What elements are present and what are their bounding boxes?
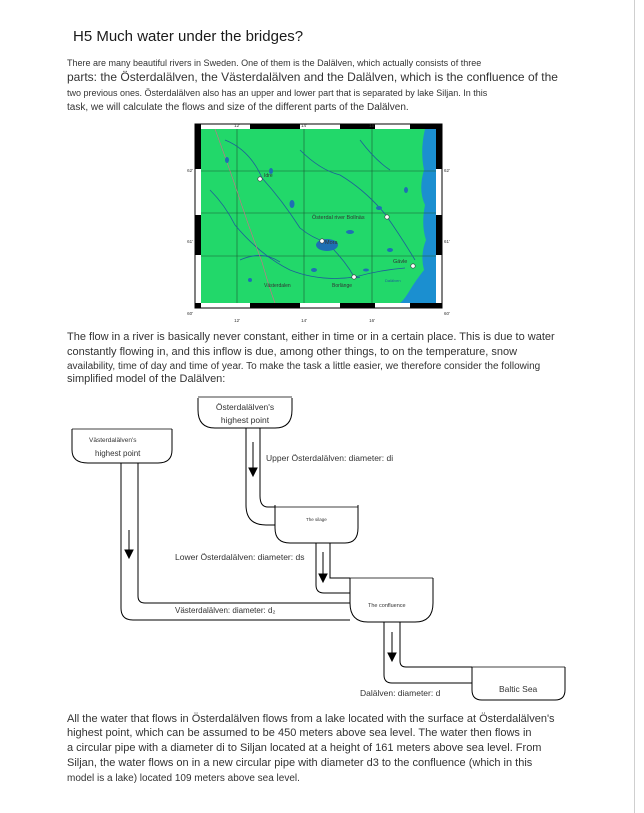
siljan-label: The silage (306, 517, 327, 522)
dalalven-pipe-label: Dalälven: diameter: d (360, 688, 441, 698)
intro-line-2: parts: the Österdalälven, the Västerdalälven and the Dalälven, which is the confluence of the (67, 70, 558, 84)
bottom-line-2: highest point, which can be assumed to be 450 meters above sea level. The water then flows in (67, 727, 532, 739)
map-top-tick: 14' (301, 123, 307, 128)
confluence-tank (350, 578, 433, 622)
oster-top-label-2: highest point (220, 415, 270, 425)
confluence-label: The confluence (368, 603, 406, 609)
middle-line-3: availability, time of day and time of year. To make the task a little easier, we therefore consider the following (67, 361, 541, 372)
map-label-idre: Idre (264, 173, 273, 179)
lower-oster-label: Lower Österdalälven: diameter: ds (175, 552, 305, 562)
map-right-tick: 62' (444, 168, 450, 173)
intro-line-3: two previous ones. Österdalälven also has an upper and lower part that is separated by lake Siljan. In this (67, 88, 488, 98)
middle-line-4: simplified model of the Dalälven: (67, 373, 226, 385)
dalalven-pipe (384, 622, 472, 683)
vaster-top-label-2: highest point (95, 449, 141, 458)
map-right-tick: 61' (444, 239, 450, 244)
vaster-top-label-1: Västerdalälven's (89, 437, 137, 444)
vaster-pipe (121, 463, 350, 620)
map-label-mora: Mora (325, 240, 338, 246)
oster-top-label-1: Österdalälven's (215, 402, 275, 412)
bottom-line-3: a circular pipe with a diameter di to Siljan located at a height of 161 meters above sea level. From (67, 742, 542, 754)
bottom-line-5: model is a lake) located 109 meters above sea level. (67, 773, 300, 784)
map-left-tick: 60' (187, 311, 193, 316)
middle-line-2: constantly flowing in, and this inflow is due, among other things, to on the temperature, snow (67, 346, 518, 358)
map-bottom-tick: 14' (301, 318, 307, 323)
baltic-sea-label: Baltic Sea (499, 684, 538, 694)
map-label-bollnas: Österdal river Bollnäs (312, 215, 365, 221)
intro-line-1: There are many beautiful rivers in Sweden. One of them is the Dalälven, which actually consists of three (67, 58, 482, 68)
bottom-line-1: All the water that flows in Österdalälven flows from a lake located with the surface at Österdalälven's (67, 713, 555, 725)
map-label-dalalven: Dalälven (385, 278, 401, 283)
map-bottom-tick: 12' (234, 318, 240, 323)
map-left-tick: 62' (187, 168, 193, 173)
lower-oster-pipe (316, 543, 350, 593)
middle-line-1: The flow in a river is basically never constant, either in time or in a certain place. This is due to water (67, 331, 555, 343)
page-title: H5 Much water under the bridges? (73, 28, 304, 45)
map-top-tick: 16' (369, 123, 375, 128)
map-top-tick: 12' (234, 123, 240, 128)
siljan-tank (275, 505, 358, 543)
upper-oster-label: Upper Österdalälven: diameter: di (266, 453, 394, 463)
map-label-borlange: Borlänge (332, 283, 353, 289)
map-left-tick: 61' (187, 239, 193, 244)
map-bottom-tick: 16' (369, 318, 375, 323)
map-right-tick: 60' (444, 311, 450, 316)
vaster-pipe-label: Västerdalälven: diameter: d₂ (175, 606, 276, 615)
bottom-line-4: Siljan, the water flows on in a new circular pipe with diameter d3 to the confluence (which in this (67, 757, 533, 769)
intro-line-4: task, we will calculate the flows and size of the different parts of the Dalälven. (67, 102, 409, 113)
map-label-gavle: Gävle (393, 259, 408, 265)
map-label-vasterdalen: Västerdalen (264, 283, 291, 289)
